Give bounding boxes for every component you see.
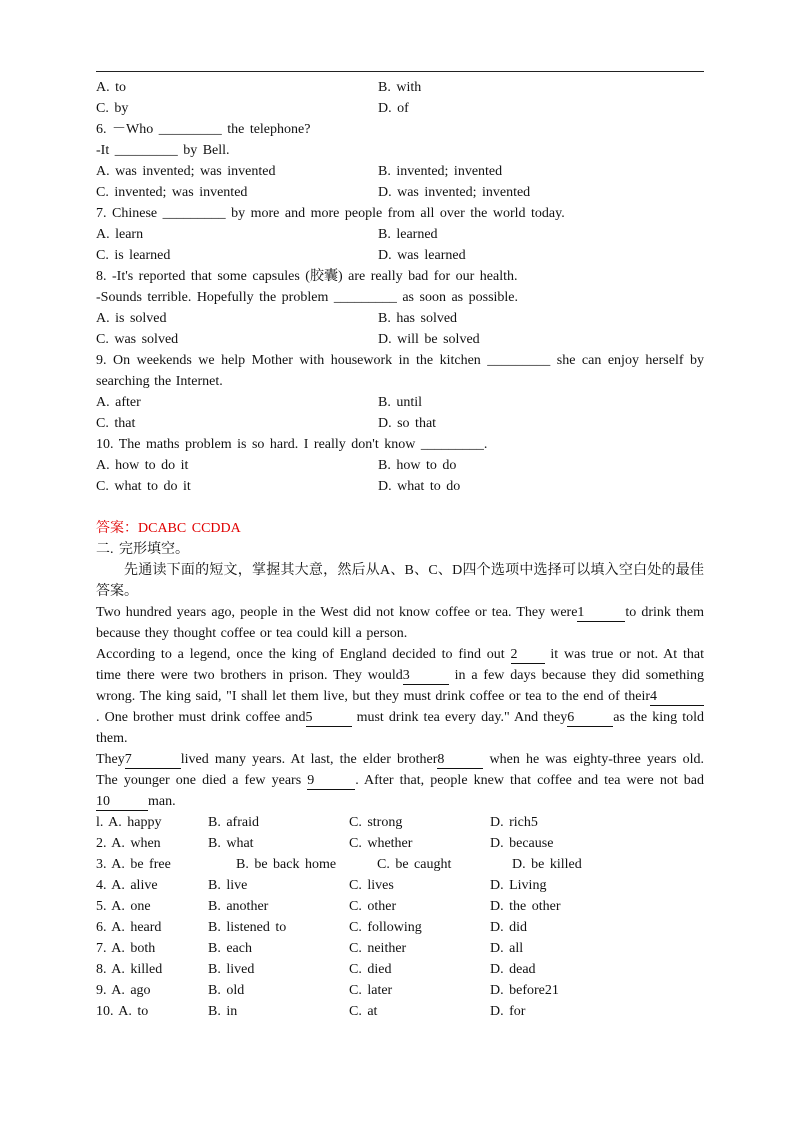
passage-text: Two hundred years ago, people in the West did not know coffee or tea. They were	[96, 605, 578, 620]
cloze-option-b: B. each	[208, 941, 252, 956]
cloze-option-c: C. died	[349, 962, 392, 977]
option-right: B. until	[378, 395, 423, 410]
blank-8: 8	[437, 751, 483, 769]
cloze-option-row	[96, 959, 704, 980]
cloze-option-a: 6. A. heard	[96, 920, 162, 935]
question-line: 7. Chinese _________ by more and more people from all over the world today.	[96, 206, 565, 221]
cloze-option-row	[96, 917, 704, 938]
option-left: A. learn	[96, 227, 144, 242]
blank-4: 4	[650, 688, 704, 706]
option-row	[96, 182, 704, 203]
passage-text: it was true or not. At that time there were two brothers in prison. They would	[96, 647, 704, 683]
passage-paragraph-3	[96, 749, 704, 812]
cloze-option-c: C. at	[349, 1004, 378, 1019]
option-right: B. invented; invented	[378, 164, 503, 179]
option-right: D. will be solved	[378, 332, 480, 347]
passage-text: According to a legend, once the king of England decided to find out	[96, 647, 505, 662]
option-left: A. to	[96, 80, 126, 95]
cloze-option-a: 10. A. to	[96, 1004, 149, 1019]
cloze-option-a: 2. A. when	[96, 836, 161, 851]
blank-7: 7	[125, 751, 181, 769]
cloze-option-row	[96, 938, 704, 959]
passage-text: when he was eighty-three years old. The younger one died a few years	[96, 752, 704, 788]
cloze-option-a: 8. A. killed	[96, 962, 163, 977]
cloze-option-b: B. old	[208, 983, 245, 998]
section-title: 二. 完形填空。	[96, 542, 189, 557]
option-row	[96, 245, 704, 266]
cloze-option-c: C. following	[349, 920, 422, 935]
passage-paragraph-2	[96, 644, 704, 749]
cloze-option-b: B. listened to	[208, 920, 287, 935]
cloze-option-a: 4. A. alive	[96, 878, 158, 893]
option-row	[96, 455, 704, 476]
blank-3: 3	[403, 667, 449, 685]
option-right: D. what to do	[378, 479, 461, 494]
option-left: C. is learned	[96, 248, 171, 263]
answer-key: 答案：DCABC CCDDA	[96, 521, 241, 536]
option-row	[96, 224, 704, 245]
cloze-option-b: B. in	[208, 1004, 238, 1019]
cloze-option-row	[96, 833, 704, 854]
cloze-option-d: D. for	[490, 1004, 526, 1019]
cloze-option-row	[96, 812, 704, 833]
blank-9: 9	[307, 772, 355, 790]
cloze-option-b: B. afraid	[208, 815, 259, 830]
cloze-option-c: C. whether	[349, 836, 413, 851]
cloze-option-a: 7. A. both	[96, 941, 156, 956]
passage-text: in a few days because they did something wrong. The king said, "I shall let them live, but they must drink coffee or tea to the end of their	[96, 668, 705, 704]
instructions: 先通读下面的短文，掌握其大意，然后从A、B、C、D四个选项中选择可以填入空白处的最佳答案。	[96, 563, 704, 599]
question-line: -It _________ by Bell.	[96, 143, 230, 158]
cloze-option-row	[96, 980, 704, 1001]
passage-text: to drink them because they thought coffee or tea could kill a person.	[96, 605, 705, 641]
cloze-option-d: D. be killed	[512, 857, 582, 872]
option-row	[96, 308, 704, 329]
document-body	[96, 77, 704, 1022]
cloze-option-b: B. lived	[208, 962, 255, 977]
passage-paragraph-1	[96, 602, 704, 644]
option-right: D. so that	[378, 416, 437, 431]
option-right: B. has solved	[378, 311, 458, 326]
cloze-option-row	[96, 896, 704, 917]
cloze-option-row	[96, 875, 704, 896]
cloze-option-a: 3. A. be free	[96, 857, 171, 872]
option-row	[96, 392, 704, 413]
cloze-option-b: B. another	[208, 899, 269, 914]
option-row	[96, 476, 704, 497]
option-left: A. was invented; was invented	[96, 164, 276, 179]
cloze-option-row	[96, 1001, 704, 1022]
passage-text: man.	[148, 794, 176, 809]
option-left: A. how to do it	[96, 458, 189, 473]
cloze-option-row	[96, 854, 704, 875]
option-right: B. how to do	[378, 458, 457, 473]
question-line: -Sounds terrible. Hopefully the problem _________ as soon as possible.	[96, 290, 519, 305]
option-right: D. was invented; invented	[378, 185, 531, 200]
cloze-option-d: D. before21	[490, 983, 559, 998]
passage-text: . After that, people knew that coffee and tea were not bad	[355, 773, 704, 788]
cloze-option-d: D. the other	[490, 899, 561, 914]
cloze-option-a: 5. A. one	[96, 899, 151, 914]
option-left: C. by	[96, 101, 129, 116]
cloze-option-d: D. because	[490, 836, 554, 851]
option-right: D. of	[378, 101, 409, 116]
option-left: A. after	[96, 395, 141, 410]
question-line: 8. -It's reported that some capsules (胶囊) are really bad for our health.	[96, 269, 518, 284]
option-row	[96, 329, 704, 350]
cloze-option-d: D. Living	[490, 878, 547, 893]
cloze-option-c: C. other	[349, 899, 397, 914]
passage-text: as the king told them.	[96, 710, 704, 746]
cloze-option-b: B. what	[208, 836, 254, 851]
multiple-choice-top	[96, 77, 704, 350]
option-row	[96, 77, 704, 98]
cloze-option-c: C. neither	[349, 941, 407, 956]
option-left: C. was solved	[96, 332, 179, 347]
blank-2: 2	[511, 646, 545, 664]
blank-10: 10	[96, 793, 148, 811]
cloze-option-d: D. dead	[490, 962, 536, 977]
blank-5: 5	[306, 709, 352, 727]
option-left: C. invented; was invented	[96, 185, 248, 200]
option-right: B. with	[378, 80, 422, 95]
question-line: 10. The maths problem is so hard. I really don't know _________.	[96, 437, 488, 452]
cloze-options	[96, 812, 704, 1022]
option-left: A. is solved	[96, 311, 167, 326]
passage-text: . One brother must drink coffee and	[96, 710, 306, 725]
header-rule	[96, 71, 704, 72]
passage-text: must drink tea every day." And they	[356, 710, 568, 725]
passage-text: lived many years. At last, the elder brother	[180, 752, 438, 767]
option-row	[96, 98, 704, 119]
cloze-option-b: B. be back home	[236, 857, 337, 872]
cloze-option-c: C. later	[349, 983, 393, 998]
cloze-option-b: B. live	[208, 878, 248, 893]
cloze-option-d: D. all	[490, 941, 524, 956]
passage-text: They	[96, 752, 125, 767]
cloze-option-d: D. did	[490, 920, 527, 935]
option-right: B. learned	[378, 227, 438, 242]
option-row	[96, 413, 704, 434]
blank-1: 1	[577, 604, 625, 622]
cloze-option-c: C. lives	[349, 878, 394, 893]
option-row	[96, 161, 704, 182]
multiple-choice-bottom	[96, 392, 704, 497]
cloze-option-a: l. A. happy	[96, 815, 162, 830]
question-9: 9. On weekends we help Mother with housework in the kitchen _________ she can enjoy herself by searching the Internet.	[96, 353, 704, 389]
cloze-option-d: D. rich5	[490, 815, 538, 830]
blank-6: 6	[567, 709, 613, 727]
question-line: 6. －Who _________ the telephone?	[96, 122, 311, 137]
cloze-option-c: C. strong	[349, 815, 403, 830]
option-left: C. what to do it	[96, 479, 191, 494]
cloze-option-c: C. be caught	[377, 857, 452, 872]
option-left: C. that	[96, 416, 136, 431]
option-right: D. was learned	[378, 248, 466, 263]
cloze-option-a: 9. A. ago	[96, 983, 151, 998]
